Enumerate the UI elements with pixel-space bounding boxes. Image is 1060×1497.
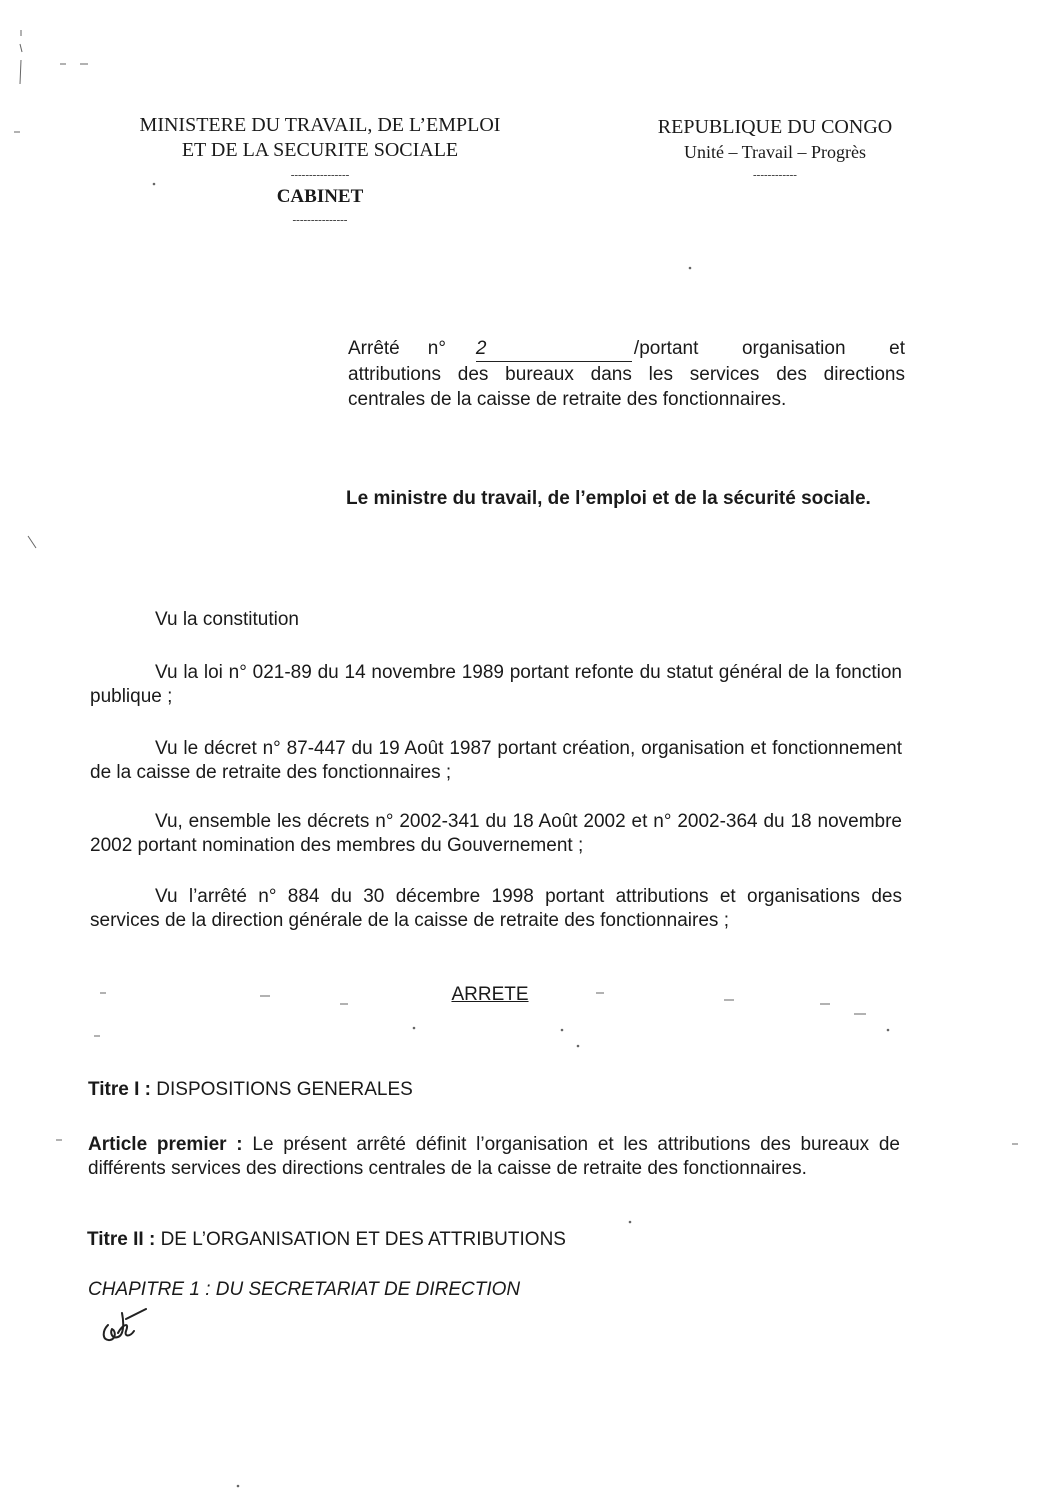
republic-motto: Unité – Travail – Progrès <box>684 142 866 162</box>
consideration-arrete-884: Vu l’arrêté n° 884 du 30 décembre 1998 portant attributions et organisations des services de la direction générale de la caisse de retraite des fonctionnaires ; <box>90 886 902 931</box>
article-premier-label: Article premier : <box>88 1134 243 1155</box>
titre-1-label: Titre I : <box>88 1079 151 1100</box>
titre-2-text: DE L’ORGANISATION ET DES ATTRIBUTIONS <box>160 1229 566 1250</box>
decree-number: 2 <box>476 336 632 362</box>
republic-name: REPUBLIQUE DU CONGO <box>657 116 893 138</box>
titre-1 <box>88 1079 413 1101</box>
decree-arrete-word: Arrêté <box>348 338 400 359</box>
cabinet-separator: --------------- <box>292 214 348 226</box>
decree-title <box>348 336 905 412</box>
ministry-line-2: ET DE LA SECURITE SOCIALE <box>181 139 459 161</box>
cabinet-label: CABINET <box>276 186 364 207</box>
decree-title-rest: attributions des bureaux dans les services des directions centrales de la caisse de retraite des fonctionnaires. <box>348 364 905 410</box>
republic-separator: ------------ <box>753 169 797 181</box>
decree-no-label: n° <box>427 338 446 359</box>
article-premier <box>88 1133 900 1181</box>
decree-title-first-line <box>348 336 905 362</box>
consideration-loi: Vu la loi n° 021-89 du 14 novembre 1989 portant refonte du statut général de la fonction publique ; <box>90 662 902 707</box>
ministry-header <box>100 113 540 181</box>
article-premier-text: Le présent arrêté définit l’organisation et les attributions des bureaux de différents services des directions centrales de la caisse de retraite des fonctionnaires. <box>88 1134 900 1179</box>
titre-2-label: Titre II : <box>87 1229 156 1250</box>
signature-initials-icon <box>96 1303 152 1351</box>
arrete-heading: ARRETE <box>451 984 529 1005</box>
titre-1-text: DISPOSITIONS GENERALES <box>156 1079 413 1100</box>
minister-line: Le ministre du travail, de l’emploi et de la sécurité sociale. <box>346 488 871 509</box>
ministry-line-1: MINISTERE DU TRAVAIL, DE L’EMPLOI <box>139 114 501 136</box>
ministry-separator: ---------------- <box>290 169 350 181</box>
republic-header <box>630 115 920 181</box>
decree-title-rest-line1: /portant organisation et <box>633 338 905 359</box>
cabinet-heading <box>220 186 420 226</box>
chapitre-1: CHAPITRE 1 : DU SECRETARIAT DE DIRECTION <box>88 1279 521 1300</box>
consideration-decrets-gouvernement: Vu, ensemble les décrets n° 2002-341 du 18 Août 2002 et n° 2002-364 du 18 novembre 2002 portant nomination des membres du Gouvernement ; <box>90 811 902 856</box>
consideration-decret: Vu le décret n° 87-447 du 19 Août 1987 portant création, organisation et fonctionnement de la caisse de retraite des fonctionnaires ; <box>90 738 902 783</box>
consideration-constitution: Vu la constitution <box>155 609 299 630</box>
titre-2 <box>87 1229 566 1251</box>
